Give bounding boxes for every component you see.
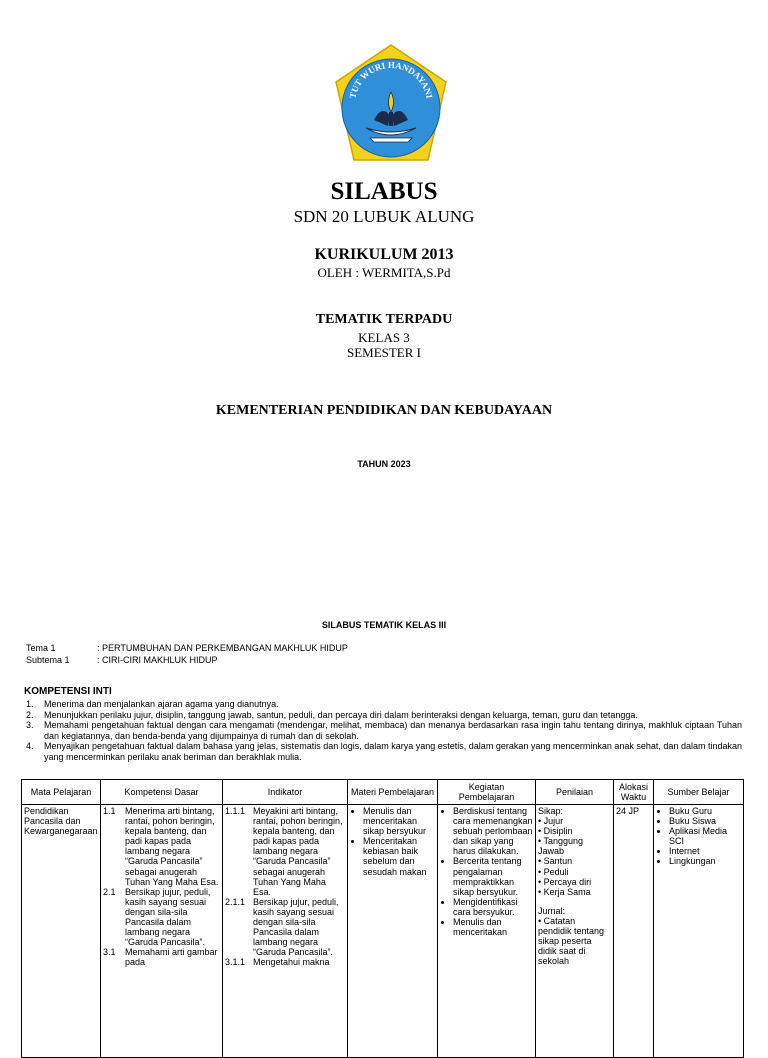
sikap-text: Disiplin <box>543 826 573 837</box>
indikator-item <box>225 806 345 897</box>
syllabus-table <box>21 779 744 1058</box>
table-row <box>22 805 744 1058</box>
kd-item <box>103 947 220 967</box>
item-text: Menerima dan menjalankan ajaran agama yang dianutnya. <box>44 699 279 709</box>
sikap-text: Santun <box>543 856 573 867</box>
column-header: Indikator <box>223 780 348 805</box>
indikator-text: Bersikap jujur, peduli, kasih sayang sesuai dengan sila-sila Pancasila dalam lambang negara “Garuda Pancasila”. <box>253 896 339 958</box>
list-item: • Menulis dan menceritakan sikap bersyukur <box>363 806 435 836</box>
meta-value: : CIRI-CIRI MAKHLUK HIDUP <box>97 655 218 665</box>
kd-text: Bersikap jujur, peduli, kasih sayang sesuai dengan sila-sila Pancasila dalam lambang negara “Garuda Pancasila”. <box>125 886 211 948</box>
indikator-text: Meyakini arti bintang, rantai, pohon beringin, kepala banteng, dan padi kapas pada lambang negara “Garuda Pancasila” sebagai anugerah Tuhan Yang Maha Esa. <box>253 806 343 897</box>
list-item <box>26 720 742 741</box>
list-item <box>26 699 742 710</box>
item-number: 3. <box>26 720 34 730</box>
indikator-number: 2.1.1 <box>225 896 246 907</box>
kegiatan-wrap <box>440 806 533 937</box>
cover-title: SILABUS <box>330 178 438 205</box>
sikap-item: • Kerja Sama <box>538 886 591 897</box>
indikator-text: Mengetahui makna <box>253 957 330 968</box>
list-item: • Buku Siswa <box>669 816 741 826</box>
alokasi-text: 24 JP <box>616 806 640 816</box>
kd-number: 2.1 <box>103 886 116 897</box>
meta-tema <box>26 643 348 653</box>
author: OLEH : WERMITA,S.Pd <box>317 265 451 280</box>
sikap-item: • Jujur <box>538 816 564 827</box>
sikap-text: Jujur <box>543 816 564 827</box>
kegiatan-list <box>440 806 533 937</box>
materi-list <box>350 806 435 877</box>
item-text: Menyajikan pengetahuan faktual dalam bahasa yang jelas, sistematis dan logis, dalam karya yang estetis, dalam gerakan yang mencerminkan anak sehat, dan dalam tindakan yang mencerminkan perilaku anak beriman dan berakhlak mulia. <box>44 741 742 762</box>
cell-kegiatan <box>438 805 536 1058</box>
year: TAHUN 2023 <box>357 459 411 469</box>
kd-list <box>103 806 220 968</box>
list-item: • Aplikasi Media SCI <box>669 826 741 846</box>
list-item: • Berdiskusi tentang cara memenangkan sebuah perlombaan dan sikap yang harus dilakukan. <box>453 806 533 856</box>
meta-subtema <box>26 655 218 665</box>
indikator-item <box>225 897 345 958</box>
materi-wrap <box>350 806 435 877</box>
meta-key: Subtema 1 <box>26 655 70 665</box>
tut-wuri-handayani-logo <box>330 42 452 166</box>
meta-value: : PERTUMBUHAN DAN PERKEMBANGAN MAKHLUK HIDUP <box>97 643 348 653</box>
cell-sumber <box>654 805 744 1058</box>
sikap-label: Sikap: <box>538 806 564 816</box>
list-item: • Buku Guru <box>669 806 741 816</box>
table-header-row <box>22 780 744 805</box>
school-name: SDN 20 LUBUK ALUNG <box>293 207 475 226</box>
kd-number: 1.1 <box>103 806 116 816</box>
list-item: • Menceritakan kebiasan baik sebelum dan sesudah makan <box>363 836 435 876</box>
sikap-text: Tanggung Jawab <box>538 836 584 857</box>
subject: TEMATIK TERPADU <box>315 312 453 327</box>
list-item: • Internet <box>669 846 741 856</box>
kompetensi-inti-heading: KOMPETENSI INTI <box>24 686 112 697</box>
jurnal-label: Jurnal: <box>538 905 566 916</box>
sikap-item: • Santun <box>538 856 573 867</box>
list-item: • Bercerita tentang pengalaman mempraktikkan sikap bersyukur. <box>453 856 533 896</box>
list-item: • Lingkungan <box>669 856 741 866</box>
list-item: • Mengidentifikasi cara bersyukur. <box>453 897 533 917</box>
list-item: • Menulis dan menceritakan <box>453 917 533 937</box>
column-header: Materi Pembelajaran <box>348 780 438 805</box>
item-number: 4. <box>26 741 34 751</box>
curriculum: KURIKULUM 2013 <box>314 246 454 263</box>
cell-alokasi <box>614 805 654 1058</box>
kd-item <box>103 887 220 948</box>
indikator-number: 1.1.1 <box>225 806 246 816</box>
jurnal-item: • Catatan pendidik tentang sikap peserta didik saat di sekolah <box>538 915 605 967</box>
sikap-text: Kerja Sama <box>543 886 591 897</box>
mapel-text: Pendidikan Pancasila dan Kewarganegaraan <box>24 806 98 837</box>
cell-kd <box>101 805 223 1058</box>
cell-materi <box>348 805 438 1058</box>
column-header: Penilaian <box>536 780 614 805</box>
sikap-text: Percaya diri <box>543 876 592 887</box>
meta-key: Tema 1 <box>26 643 56 653</box>
syllabus-title: SILABUS TEMATIK KELAS III <box>321 620 447 630</box>
sumber-wrap <box>656 806 741 867</box>
kd-number: 3.1 <box>103 947 116 958</box>
sikap-item: • Percaya diri <box>538 876 592 887</box>
semester-label: SEMESTER I <box>346 345 422 360</box>
kd-text: Memahami arti gambar pada <box>125 947 218 968</box>
column-header: Kompetensi Dasar <box>101 780 223 805</box>
item-number: 1. <box>26 699 34 709</box>
penilaian-wrap <box>538 806 611 966</box>
ministry: KEMENTERIAN PENDIDIKAN DAN KEBUDAYAAN <box>215 403 553 418</box>
sumber-list <box>656 806 741 867</box>
sikap-item: • Disiplin <box>538 826 573 837</box>
sikap-item: • Peduli <box>538 866 569 877</box>
logo-motto-text: TUT WURI HANDAYANI <box>347 59 435 100</box>
sikap-item: • Tanggung Jawab <box>538 836 584 857</box>
cell-indikator <box>223 805 348 1058</box>
item-text: Menunjukkan perilaku jujur, disiplin, tanggung jawab, santun, peduli, dan percaya diri dalam berinteraksi dengan keluarga, teman, guru dan tetangga. <box>44 709 638 720</box>
cell-penilaian <box>536 805 614 1058</box>
kd-item <box>103 806 220 887</box>
column-header: Sumber Belajar <box>654 780 744 805</box>
list-item <box>26 710 742 721</box>
kd-text: Menerima arti bintang, rantai, pohon beringin, kepala banteng, dan padi kapas pada lambang negara “Garuda Pancasila” sebagai anugerah Tuhan Yang Maha Esa. <box>125 806 219 887</box>
list-item <box>26 741 742 762</box>
sikap-text: Peduli <box>543 866 569 877</box>
item-text: Memahami pengetahuan faktual dengan cara mengamati (mendengar, melihat, membaca) dan menanya berdasarkan rasa ingin tahu tentang dirinya, makhluk ciptaan Tuhan dan kegiatannya, dan benda-benda yang dijumpainya di rumah dan di sekolah. <box>44 720 742 741</box>
column-header: Mata Pelajaran <box>22 780 101 805</box>
column-header: Alokasi Waktu <box>614 780 654 805</box>
cell-mapel <box>22 805 101 1058</box>
item-number: 2. <box>26 709 34 720</box>
class-label: KELAS 3 <box>358 330 410 345</box>
indikator-list <box>225 806 345 968</box>
column-header: Kegiatan Pembelajaran <box>438 780 536 805</box>
jurnal-text: Catatan pendidik tentang sikap peserta didik saat di sekolah <box>538 915 605 967</box>
indikator-number: 3.1.1 <box>225 957 246 968</box>
kompetensi-inti-list <box>26 699 742 762</box>
indikator-item <box>225 957 345 967</box>
